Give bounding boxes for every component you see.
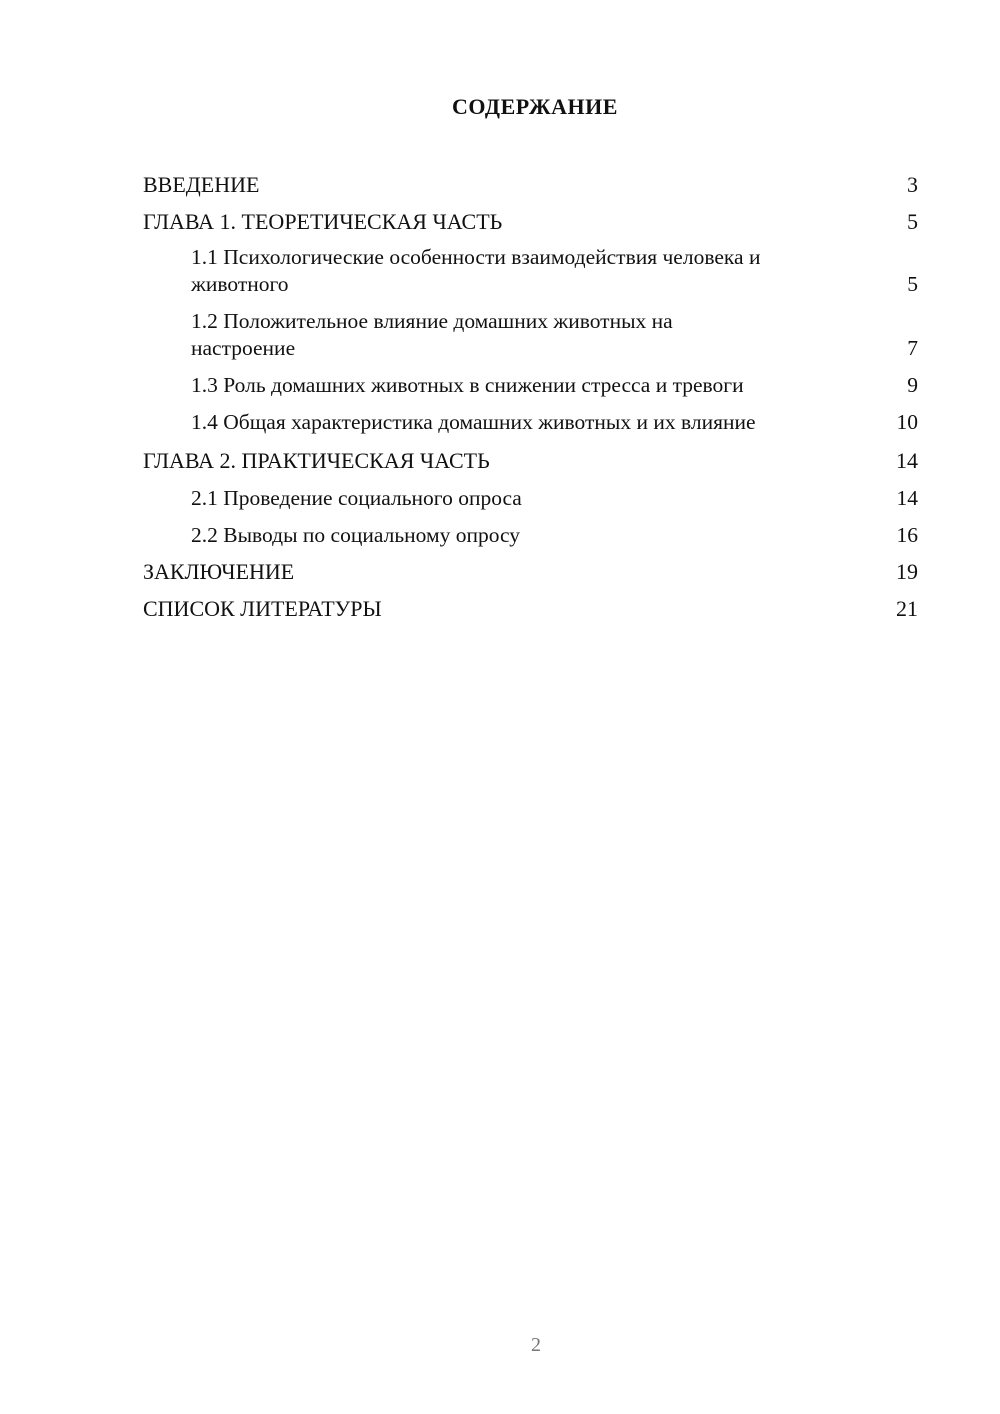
toc-entry-label: ВВЕДЕНИЕ — [143, 172, 260, 197]
toc-entry-page: 21 — [896, 596, 918, 621]
toc-entry-section-1-2[interactable] — [143, 308, 918, 372]
toc-entry-section-1-4[interactable] — [143, 409, 918, 446]
toc-entry-label: ЗАКЛЮЧЕНИЕ — [143, 559, 295, 584]
toc-entry-section-1-3[interactable] — [143, 372, 918, 409]
toc-entry-page: 9 — [907, 373, 918, 397]
toc-entry-label: СПИСОК ЛИТЕРАТУРЫ — [143, 596, 382, 621]
toc-entry-page: 14 — [896, 448, 918, 473]
toc-entry-page: 5 — [907, 209, 918, 234]
toc-entry-page: 14 — [896, 486, 918, 510]
toc-entry-section-1-1[interactable] — [143, 244, 918, 308]
toc-entry-references[interactable] — [143, 594, 918, 631]
toc-entry-page: 3 — [907, 172, 918, 197]
page-title: СОДЕРЖАНИЕ — [452, 94, 618, 119]
table-of-contents — [143, 170, 918, 631]
toc-entry-section-2-2[interactable] — [143, 520, 918, 557]
toc-entry-page: 7 — [907, 336, 918, 360]
toc-entry-label: 1.1 Психологические особенности взаимодействия человека и животного — [191, 245, 761, 296]
toc-entry-conclusion[interactable] — [143, 557, 918, 594]
toc-entry-page: 19 — [896, 559, 918, 584]
toc-entry-label: 1.4 Общая характеристика домашних животных и их влияние — [191, 410, 756, 434]
toc-entry-label: 1.3 Роль домашних животных в снижении стресса и тревоги — [191, 373, 744, 397]
toc-entry-introduction[interactable] — [143, 170, 918, 207]
toc-entry-section-2-1[interactable] — [143, 483, 918, 520]
toc-entry-chapter-2[interactable] — [143, 446, 918, 483]
toc-entry-label: ГЛАВА 2. ПРАКТИЧЕСКАЯ ЧАСТЬ — [143, 448, 490, 473]
toc-entry-label: 2.2 Выводы по социальному опросу — [191, 523, 521, 547]
toc-entry-page: 5 — [907, 272, 918, 296]
toc-entry-label: ГЛАВА 1. ТЕОРЕТИЧЕСКАЯ ЧАСТЬ — [143, 209, 503, 234]
page-number: 2 — [531, 1334, 541, 1356]
toc-entry-page: 16 — [896, 523, 918, 547]
toc-entry-chapter-1[interactable] — [143, 207, 918, 244]
toc-entry-label: 1.2 Положительное влияние домашних животных на настроение — [191, 309, 673, 360]
toc-entry-page: 10 — [896, 410, 918, 434]
toc-entry-label: 2.1 Проведение социального опроса — [191, 486, 522, 510]
